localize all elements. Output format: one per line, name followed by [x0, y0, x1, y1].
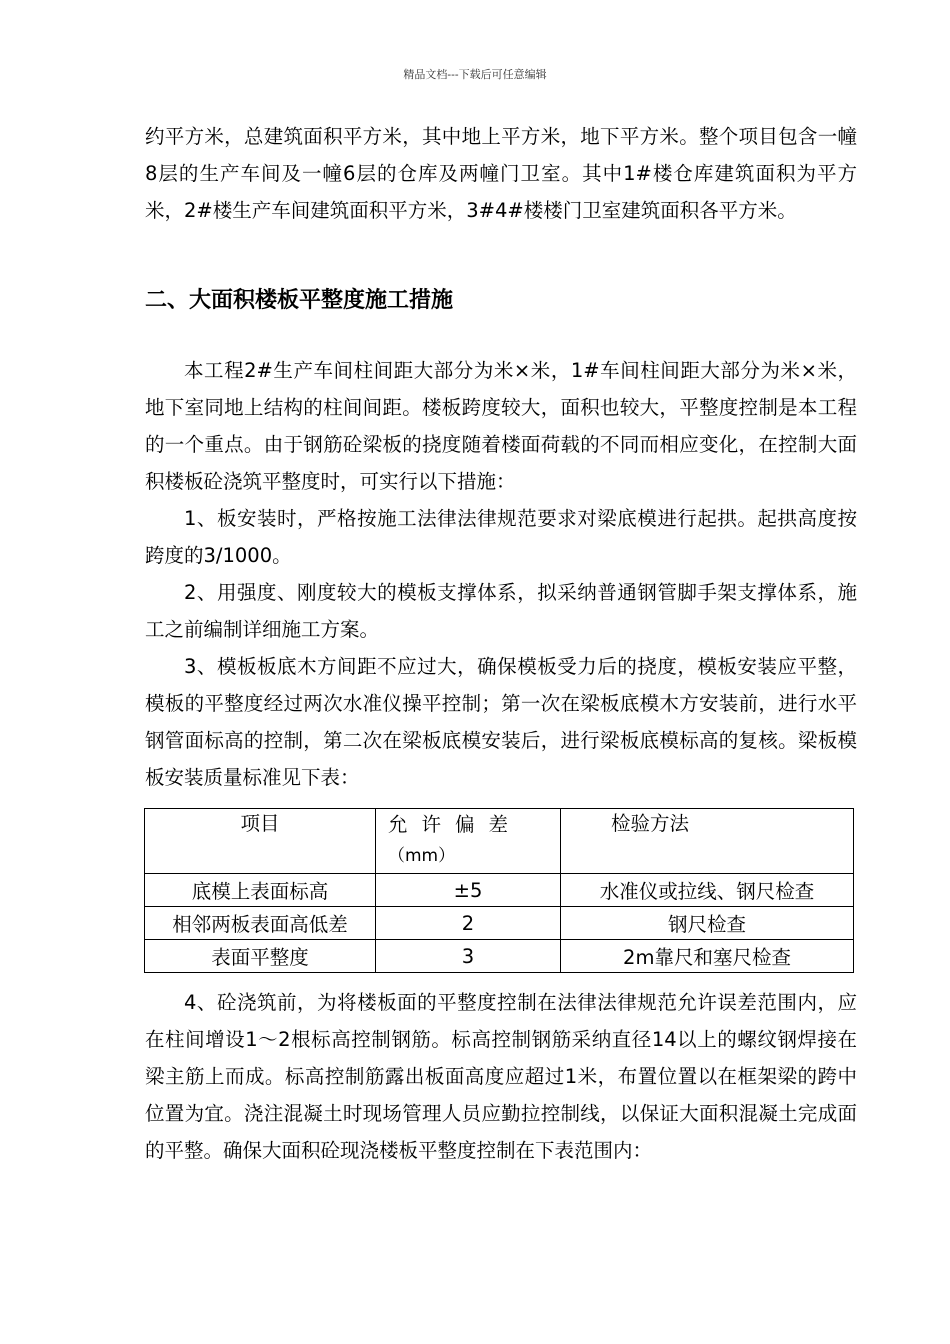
cell-tolerance: 3	[376, 940, 561, 973]
header-item: 项目	[145, 809, 376, 874]
paragraph-measure-2: 2、用强度、刚度较大的模板支撑体系，拟采纳普通钢管脚手架支撑体系，施工之前编制详细施工方案。	[145, 581, 857, 641]
cell-method: 钢尺检查	[561, 907, 854, 940]
cell-tolerance: 2	[376, 907, 561, 940]
table-row	[145, 874, 854, 907]
header-method: 检验方法	[561, 809, 854, 874]
formwork-tolerance-table	[144, 808, 854, 973]
intro-block	[145, 118, 857, 229]
paragraph-measure-3: 3、模板板底木方间距不应过大，确保模板受力后的挠度，模板安装应平整，模板的平整度经过两次水准仪操平控制；第一次在梁板底模木方安装前，进行水平钢管面标高的控制，第二次在梁板底模安装后，进行梁板底模标高的复核。梁板模板安装质量标准见下表：	[145, 655, 857, 789]
table-row	[145, 940, 854, 973]
table-header-row	[145, 809, 854, 874]
header-tolerance-line2: （mm）	[388, 846, 456, 866]
after-table-block	[145, 984, 857, 1169]
section-heading: 二、大面积楼板平整度施工措施	[145, 288, 454, 313]
paragraph-measure-1: 1、板安装时，严格按施工法律法律规范要求对梁底模进行起拱。起拱高度按跨度的3/1000。	[145, 507, 857, 567]
table-row	[145, 907, 854, 940]
page-header: 精品文档---下载后可任意编辑	[403, 68, 547, 81]
cell-item: 相邻两板表面高低差	[145, 907, 376, 940]
cell-item: 底模上表面标高	[145, 874, 376, 907]
cell-tolerance: ±5	[376, 874, 561, 907]
intro-paragraph: 约平方米，总建筑面积平方米，其中地上平方米，地下平方米。整个项目包含一幢8层的生产车间及一幢6层的仓库及两幢门卫室。其中1#楼仓库建筑面积为平方米，2#楼生产车间建筑面积平方米，3#4#楼楼门卫室建筑面积各平方米。	[145, 125, 857, 222]
paragraph-measure-4: 4、砼浇筑前，为将楼板面的平整度控制在法律法律规范允许误差范围内，应在柱间增设1～2根标高控制钢筋。标高控制钢筋采纳直径14以上的螺纹钢焊接在梁主筋上而成。标高控制筋露出板面高度应超过1米，布置位置以在框架梁的跨中位置为宜。浇注混凝土时现场管理人员应勤拉控制线，以保证大面积混凝土完成面的平整。确保大面积砼现浇楼板平整度控制在下表范围内：	[145, 991, 857, 1162]
cell-method: 2m靠尺和塞尺检查	[561, 940, 854, 973]
cell-item: 表面平整度	[145, 940, 376, 973]
paragraph-overview: 本工程2#生产车间柱间距大部分为米×米，1#车间柱间距大部分为米×米，地下室同地上结构的柱间间距。楼板跨度较大，面积也较大，平整度控制是本工程的一个重点。由于钢筋砼梁板的挠度随着楼面荷载的不同而相应变化，在控制大面积楼板砼浇筑平整度时，可实行以下措施：	[145, 359, 857, 493]
header-tolerance	[376, 809, 561, 874]
measures-block	[145, 352, 857, 796]
header-tolerance-line1: 允许偏差	[388, 813, 523, 836]
cell-method: 水准仪或拉线、钢尺检查	[561, 874, 854, 907]
